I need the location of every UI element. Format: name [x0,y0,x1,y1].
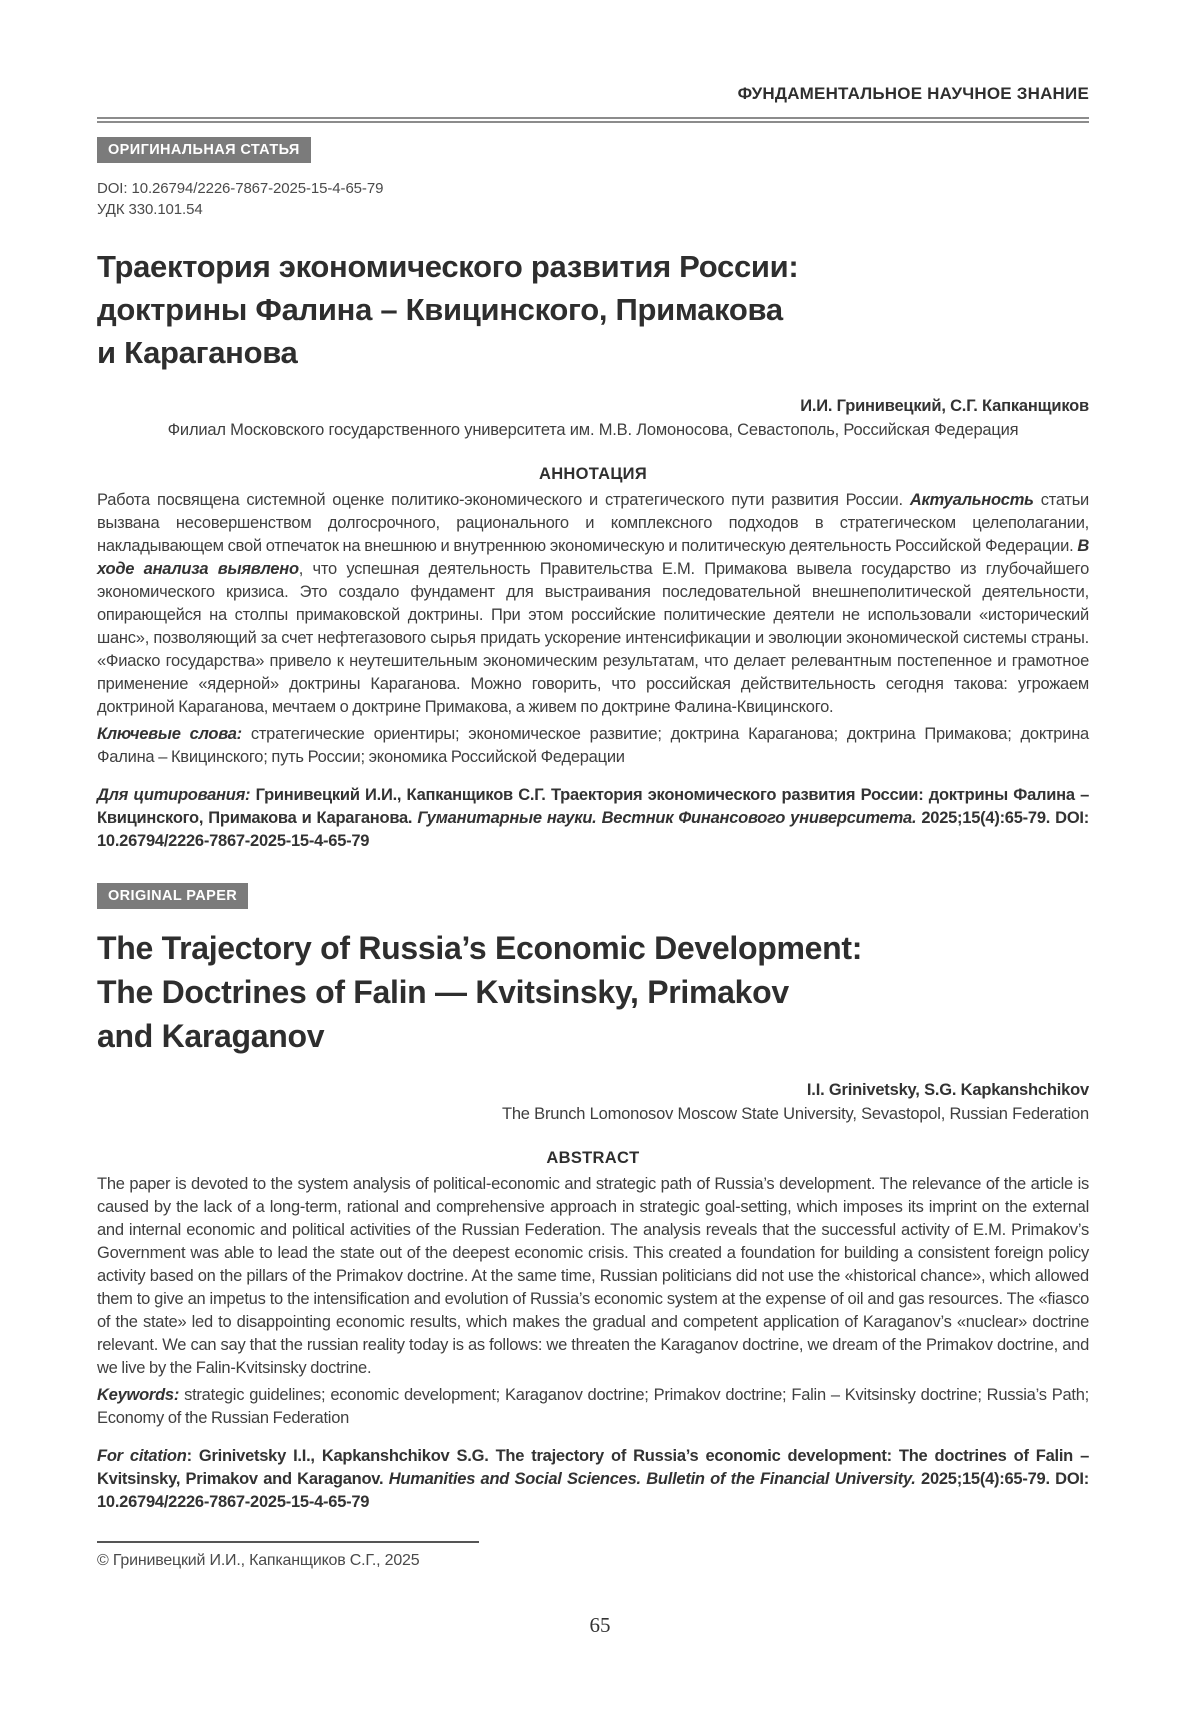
title-ru-line-2: доктрины Фалина – Квицинского, Примакова [97,292,783,327]
authors-en: I.I. Grinivetsky, S.G. Kapkanshchikov [806,1081,1089,1099]
abstract-heading-en: ABSTRACT [546,1149,640,1167]
copyright-line: © Гринивецкий И.И., Капканщиков С.Г., 2025 [97,1552,420,1569]
article-type-badge-en: ORIGINAL PAPER [97,883,248,909]
abstract-ru-emphasis-relevance: Актуальность [909,491,1034,509]
authors-ru: И.И. Гринивецкий, С.Г. Капканщиков [800,397,1089,415]
copyright-rule [97,1541,479,1543]
citation-en-text: : Grinivetsky I.I., Kapkanshchikov S.G. The trajectory of Russia’s economic development: The doctrines of Falin – Kvitsinsky, Primakov and Karaganov. [97,1447,1090,1488]
citation-ru-journal: Гуманитарные науки. Вестник Финансового университета. [417,809,917,827]
article-type-badge-ru: ОРИГИНАЛЬНАЯ СТАТЬЯ [97,137,311,163]
abstract-ru [97,489,1089,719]
keywords-ru-label: Ключевые слова: [97,725,242,743]
affiliation-en: The Brunch Lomonosov Moscow State University, Sevastopol, Russian Federation [501,1105,1089,1123]
affiliation-ru: Филиал Московского государственного университета им. М.В. Ломоносова, Севастополь, Российская Федерация [167,421,1019,439]
page-number: 65 [589,1613,611,1637]
abstract-ru-text: статьи вызвана несовершенством долгосрочного, рационального и комплексного подходов в стратегическом целеполагании, накладывающем свой отпечаток на внешнюю и внутреннюю экономическую и политическую деятельность Российской Федерации. [97,491,1090,555]
article-title-ru [97,245,1089,374]
citation-en [97,1445,1089,1514]
article-title-en [97,926,1089,1058]
citation-ru-doi: 2025;15(4):65-79. DOI: 10.26794/2226-7867-2025-15-4-65-79 [97,809,1089,850]
article-meta [97,178,1089,220]
abstract-en: The paper is devoted to the system analysis of political-economic and strategic path of Russia’s development. The relevance of the article is caused by the lack of a long-term, rational and comprehensive approach in strategic goal-setting, which imposes its imprint on the external and internal economic and political activities of the Russian Federation. The analysis reveals that the successful activity of E.M. Primakov’s Government was able to lead the state out of the deepest economic crisis. This created a foundation for building a consistent foreign policy activity based on the pillars of the Primakov doctrine. At the same time, Russian politicians did not use the «historical chance», which allowed them to give an impetus to the intensification and evolution of Russia’s economic system at the expense of oil and gas resources. The «fiasco of the state» led to disappointing economic results, which makes the gradual and competent application of Karaganov’s «nuclear» doctrine relevant. We can say that the russian reality today is as follows: we threaten the Karaganov doctrine, we dream of the Primakov doctrine, and we live by the Falin-Kvitsinsky doctrine. [97,1175,1089,1377]
citation-ru-text: Гринивецкий И.И., Капканщиков С.Г. Траектория экономического развития России: доктрины Фалина – Квицинского, Примакова и Караганова. [97,786,1090,827]
title-ru-line-1: Траектория экономического развития России: [97,249,799,284]
running-head: ФУНДАМЕНТАЛЬНОЕ НАУЧНОЕ ЗНАНИЕ [737,84,1089,103]
citation-en-label: For citation [97,1447,187,1465]
title-en-line-3: and Karaganov [97,1018,325,1054]
abstract-ru-emphasis-analysis: В ходе анализа выявлено [97,537,1089,578]
title-ru-line-3: и Караганова [97,335,298,370]
doi-line: DOI: 10.26794/2226-7867-2025-15-4-65-79 [97,180,384,197]
keywords-en-text: strategic guidelines; economic development; Karaganov doctrine; Primakov doctrine; Falin – Kvitsinsky doctrine; Russia’s Path; Economy of the Russian Federation [97,1386,1089,1427]
abstract-heading-ru: АННОТАЦИЯ [538,465,647,483]
abstract-ru-text: , что успешная деятельность Правительства Е.М. Примакова вывела государство из глубочайшего экономического кризиса. Это создало фундамент для выстраивания последовательной внешнеполитической деятельности, опирающейся на столпы примаковской доктрины. При этом российские политические деятели не использовали «исторический шанс», позволяющий за счет нефтегазового сырья придать ускорение интенсификации и эволюции экономической системы страны. «Фиаско государства» привело к неутешительным экономическим результатам, что делает релевантным постепенное и грамотное применение «ядерной» доктрины Караганова. Можно говорить, что российская действительность сегодня такова: угрожаем доктриной Караганова, мечтаем о доктрине Примакова, а живем по доктрине Фалина-Квицинского. [97,560,1089,716]
title-en-line-2: The Doctrines of Falin — Kvitsinsky, Primakov [97,974,789,1010]
keywords-en [97,1384,1089,1430]
keywords-ru [97,723,1089,769]
citation-en-doi: 2025;15(4):65-79. DOI: 10.26794/2226-7867-2025-15-4-65-79 [97,1470,1089,1511]
abstract-ru-text: Работа посвящена системной оценке политико-экономического и стратегического пути развития России. [97,491,910,509]
citation-ru [97,784,1089,853]
keywords-ru-text: стратегические ориентиры; экономическое развитие; доктрина Караганова; доктрина Примакова; доктрина Фалина – Квицинского; путь России; экономика Российской Федерации [97,725,1089,766]
citation-ru-label: Для цитирования: [97,786,251,804]
title-en-line-1: The Trajectory of Russia’s Economic Development: [97,930,863,966]
citation-en-journal: Humanities and Social Sciences. Bulletin of the Financial University. [388,1470,916,1488]
udk-line: УДК 330.101.54 [97,201,203,218]
keywords-en-label: Keywords: [97,1386,180,1404]
